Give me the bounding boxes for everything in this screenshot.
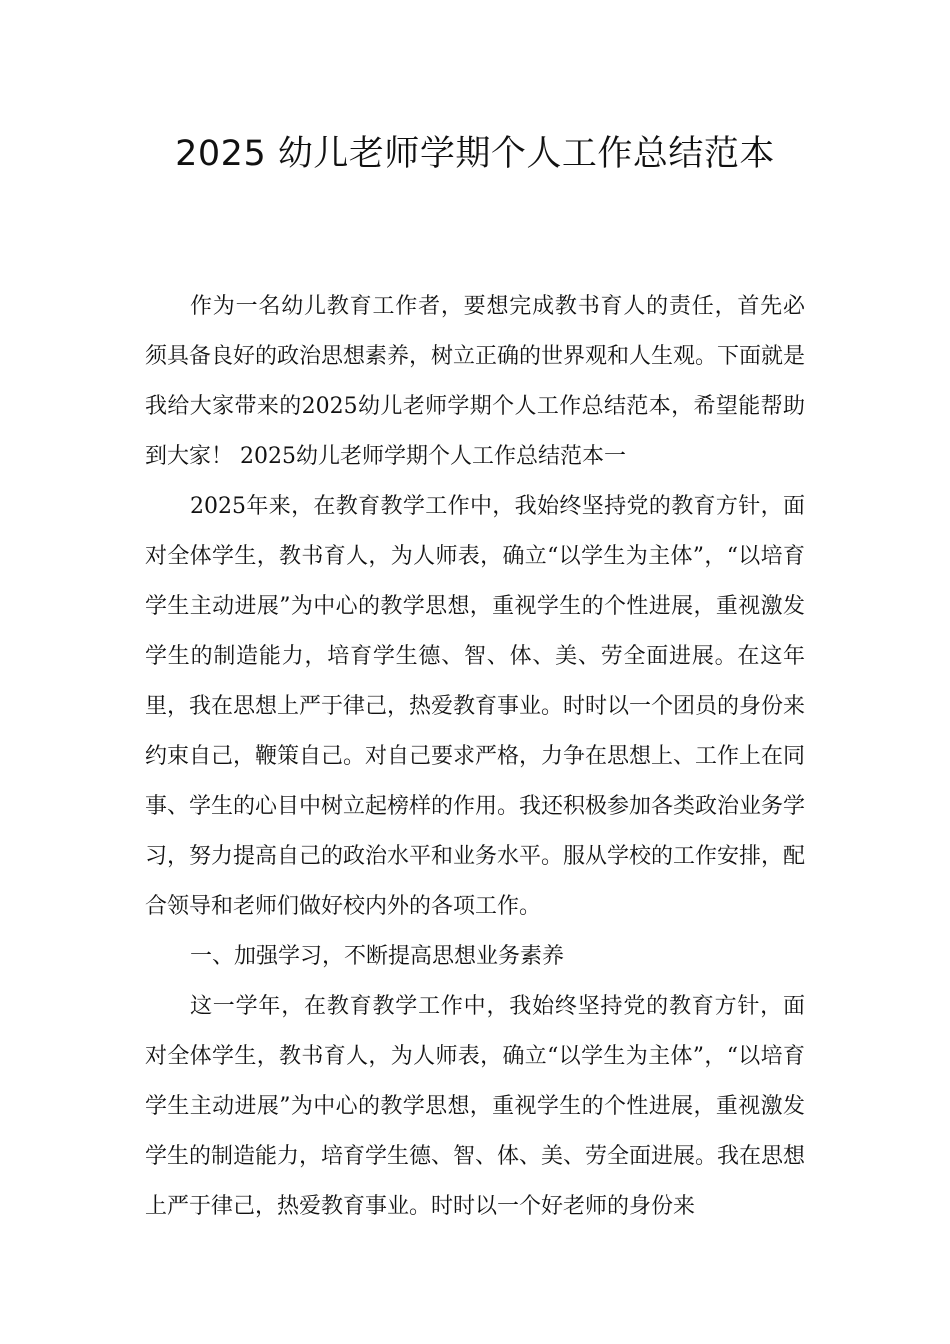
section-heading: 一、加强学习，不断提高思想业务素养 <box>190 944 565 969</box>
document-body <box>145 282 805 1232</box>
document-title: 2025 幼儿老师学期个人工作总结范本 <box>175 134 775 174</box>
paragraph-intro: 作为一名幼儿教育工作者，要想完成教书育人的责任，首先必须具备良好的政治思想素养，树立正确的世界观和人生观。下面就是我给大家带来的2025幼儿老师学期个人工作总结范本，希望能帮助到大家！ 2025幼儿老师学期个人工作总结范本一 <box>145 294 806 469</box>
paragraph-summary: 2025年来，在教育教学工作中，我始终坚持党的教育方针，面对全体学生，教书育人，为人师表，确立“以学生为主体”，“以培育学生主动进展”为中心的教学思想，重视学生的个性进展，重视激发学生的制造能力，培育学生德、智、体、美、劳全面进展。在这年里，我在思想上严于律己，热爱教育事业。时时以一个团员的身份来约束自己，鞭策自己。对自己要求严格，力争在思想上、工作上在同事、学生的心目中树立起榜样的作用。我还积极参加各类政治业务学习，努力提高自己的政治水平和业务水平。服从学校的工作安排，配合领导和老师们做好校内外的各项工作。 <box>145 494 806 919</box>
paragraph-section-body: 这一学年，在教育教学工作中，我始终坚持党的教育方针，面对全体学生，教书育人，为人师表，确立“以学生为主体”，“以培育学生主动进展”为中心的教学思想，重视学生的个性进展，重视激发学生的制造能力，培育学生德、智、体、美、劳全面进展。我在思想上严于律己，热爱教育事业。时时以一个好老师的身份来 <box>145 994 806 1219</box>
